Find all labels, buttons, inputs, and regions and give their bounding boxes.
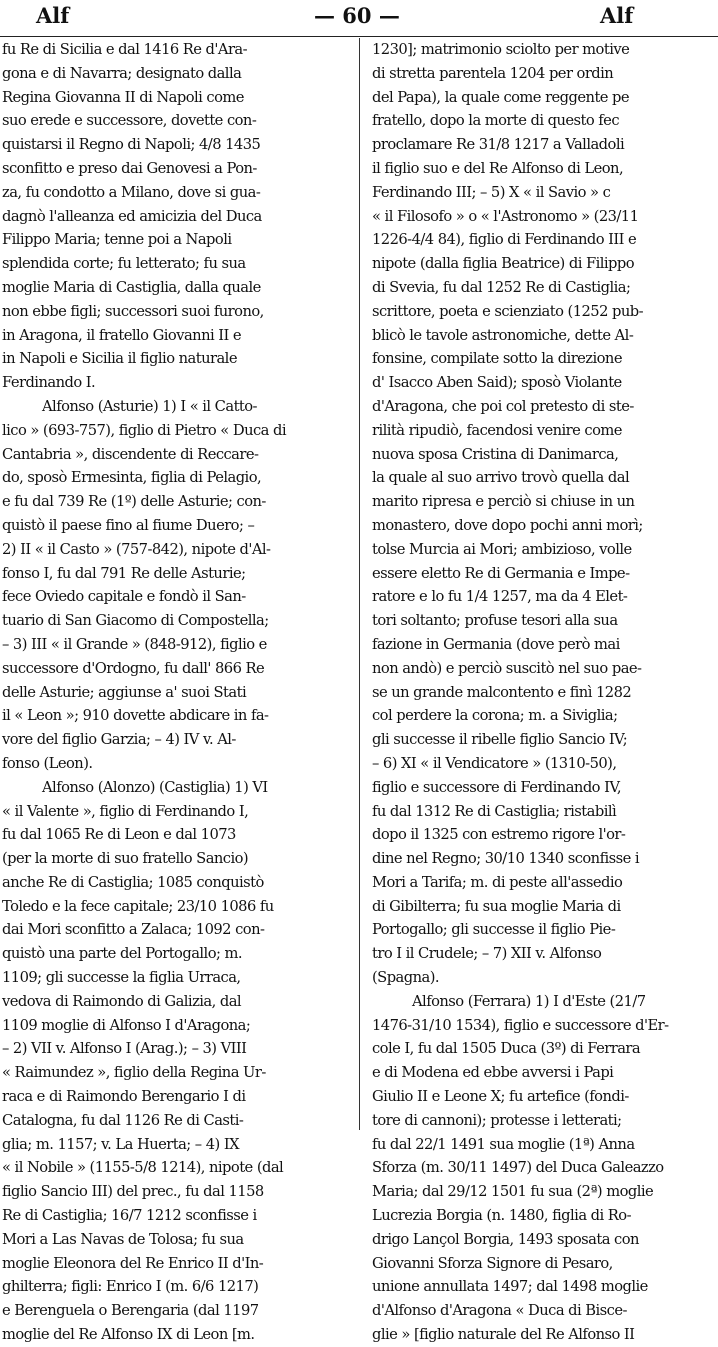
text-line: Lucrezia Borgia (n. 1480, figlia di Ro-: [372, 1207, 631, 1225]
header-left-word: Alf: [36, 3, 70, 28]
text-line: fece Oviedo capitale e fondò il San-: [2, 588, 246, 606]
text-line: raca e di Raimondo Berengario I di: [2, 1088, 246, 1106]
text-line: non ebbe figli; successori suoi furono,: [2, 302, 264, 320]
text-line: ratore e lo fu 1/4 1257, ma da 4 Elet-: [372, 588, 628, 606]
text-line: fazione in Germania (dove però mai: [372, 635, 620, 653]
text-line: dai Mori sconfitto a Zalaca; 1092 con-: [2, 921, 265, 939]
text-line: il figlio suo e del Re Alfonso di Leon,: [372, 159, 624, 177]
text-line: « il Filosofo » o « l'Astronomo » (23/11: [372, 207, 639, 225]
text-line: (per la morte di suo fratello Sancio): [2, 850, 249, 868]
text-line: Mori a Las Navas de Tolosa; fu sua: [2, 1230, 244, 1248]
text-line: 2) II « il Casto » (757-842), nipote d'Al-: [2, 540, 271, 558]
text-line: glia; m. 1157; v. La Huerta; – 4) IX: [2, 1135, 239, 1153]
text-line: il « Leon »; 910 dovette abdicare in fa-: [2, 707, 269, 725]
text-line: dagnò l'alleanza ed amicizia del Duca: [2, 207, 262, 225]
text-line: drigo Lançol Borgia, 1493 sposata con: [372, 1230, 639, 1248]
text-line: rilità ripudiò, facendosi venire come: [372, 421, 622, 439]
text-line: – 3) III « il Grande » (848-912), figlio e: [2, 635, 267, 653]
left-column: [2, 38, 348, 1347]
text-line: dopo il 1325 con estremo rigore l'or-: [372, 826, 626, 844]
text-line: Sforza (m. 30/11 1497) del Duca Galeazzo: [372, 1159, 664, 1177]
text-line: se un grande malcontento e finì 1282: [372, 683, 632, 701]
text-line: za, fu condotto a Milano, dove si gua-: [2, 183, 261, 201]
text-line: d'Alfonso d'Aragona « Duca di Bisce-: [372, 1302, 627, 1320]
text-line: tuario di San Giacomo di Compostella;: [2, 612, 269, 630]
text-line: monastero, dove dopo pochi anni morì;: [372, 516, 643, 534]
text-line: di stretta parentela 1204 per ordin: [372, 64, 614, 82]
page-header: [0, 0, 718, 37]
text-line: Ferdinando I.: [2, 374, 96, 392]
text-line: glie » [figlio naturale del Re Alfonso II: [372, 1326, 635, 1344]
text-line: figlio Sancio III) del prec., fu dal 1158: [2, 1183, 264, 1201]
text-line: lico » (693-757), figlio di Pietro « Duca di: [2, 421, 286, 439]
text-line: non andò) e perciò suscitò nel suo pae-: [372, 659, 642, 677]
text-line: fu Re di Sicilia e dal 1416 Re d'Ara-: [2, 41, 248, 58]
text-line: unione annullata 1497; dal 1498 moglie: [372, 1278, 648, 1296]
text-line: 1226-4/4 84), figlio di Ferdinando III e: [372, 231, 637, 249]
text-line: di Gibilterra; fu sua moglie Maria di: [372, 897, 621, 915]
text-line: ghilterra; figli: Enrico I (m. 6/6 1217): [2, 1278, 259, 1296]
text-line: Alfonso (Alonzo) (Castiglia) 1) VI: [42, 778, 268, 796]
text-line: – 2) VII v. Alfonso I (Arag.); – 3) VIII: [2, 1040, 247, 1058]
text-line: quistò una parte del Portogallo; m.: [2, 945, 243, 963]
page-number: — 60 —: [314, 3, 400, 28]
text-line: Portogallo; gli successe il figlio Pie-: [372, 921, 616, 939]
text-line: Filippo Maria; tenne poi a Napoli: [2, 231, 232, 249]
text-line: fonsine, compilate sotto la direzione: [372, 350, 622, 368]
text-line: 1109 moglie di Alfonso I d'Aragona;: [2, 1016, 251, 1034]
text-line: la quale al suo arrivo trovò quella dal: [372, 469, 630, 487]
text-line: gona e di Navarra; designato dalla: [2, 64, 242, 82]
text-line: (Spagna).: [372, 969, 440, 987]
text-line: splendida corte; fu letterato; fu sua: [2, 255, 246, 273]
text-line: Re di Castiglia; 16/7 1212 sconfisse i: [2, 1207, 257, 1225]
text-line: anche Re di Castiglia; 1085 conquistò: [2, 873, 264, 891]
text-line: Catalogna, fu dal 1126 Re di Casti-: [2, 1111, 244, 1129]
text-line: fu dal 1312 Re di Castiglia; ristabilì: [372, 802, 617, 820]
text-line: Ferdinando III; – 5) X « il Savio » c: [372, 183, 611, 201]
text-line: « il Nobile » (1155-5/8 1214), nipote (dal: [2, 1159, 284, 1177]
text-line: fonso (Leon).: [2, 754, 93, 772]
text-line: « il Valente », figlio di Ferdinando I,: [2, 802, 249, 820]
text-line: essere eletto Re di Germania e Impe-: [372, 564, 630, 582]
text-line: fu dal 22/1 1491 sua moglie (1ª) Anna: [372, 1135, 635, 1153]
text-line: tori soltanto; profuse tesori alla sua: [372, 612, 618, 630]
text-line: e di Modena ed ebbe avversi i Papi: [372, 1064, 614, 1082]
text-line: 1230]; matrimonio sciolto per motive: [372, 41, 630, 58]
text-line: marito ripresa e perciò si chiuse in un: [372, 493, 635, 511]
text-line: tolse Murcia ai Mori; ambizioso, volle: [372, 540, 632, 558]
text-line: in Aragona, il fratello Giovanni II e: [2, 326, 242, 344]
text-line: Giulio II e Leone X; fu artefice (fondi-: [372, 1088, 629, 1106]
text-line: do, sposò Ermesinta, figlia di Pelagio,: [2, 469, 262, 487]
text-line: gli successe il ribelle figlio Sancio IV;: [372, 731, 628, 749]
text-line: « Raimundez », figlio della Regina Ur-: [2, 1064, 266, 1082]
text-line: Cantabria », discendente di Reccare-: [2, 445, 259, 463]
text-line: proclamare Re 31/8 1217 a Valladoli: [372, 136, 625, 154]
text-line: moglie Eleonora del Re Enrico II d'In-: [2, 1254, 264, 1272]
text-line: vore del figlio Garzia; – 4) IV v. Al-: [2, 731, 236, 749]
text-line: in Napoli e Sicilia il figlio naturale: [2, 350, 237, 368]
right-column: [372, 38, 718, 1347]
text-line: – 6) XI « il Vendicatore » (1310-50),: [372, 754, 617, 772]
text-line: e fu dal 739 Re (1º) delle Asturie; con-: [2, 493, 266, 511]
text-line: di Svevia, fu dal 1252 Re di Castiglia;: [372, 278, 631, 296]
text-line: blicò le tavole astronomiche, dette Al-: [372, 326, 634, 344]
text-line: tore di cannoni); protesse i letterati;: [372, 1111, 622, 1129]
text-line: nuova sposa Cristina di Danimarca,: [372, 445, 619, 463]
text-line: figlio e successore di Ferdinando IV,: [372, 778, 621, 796]
text-line: col perdere la corona; m. a Siviglia;: [372, 707, 618, 725]
text-line: vedova di Raimondo di Galizia, dal: [2, 992, 242, 1010]
text-line: successore d'Ordogno, fu dall' 866 Re: [2, 659, 265, 677]
text-line: sconfitto e preso dai Genovesi a Pon-: [2, 159, 257, 177]
text-line: suo erede e successore, dovette con-: [2, 112, 257, 130]
text-line: quistò il paese fino al fiume Duero; –: [2, 516, 255, 534]
text-line: Alfonso (Asturie) 1) I « il Catto-: [42, 397, 257, 415]
text-line: moglie del Re Alfonso IX di Leon [m.: [2, 1326, 255, 1344]
text-line: quistarsi il Regno di Napoli; 4/8 1435: [2, 136, 261, 154]
text-line: Regina Giovanna II di Napoli come: [2, 88, 244, 106]
text-line: 1476-31/10 1534), figlio e successore d'Er-: [372, 1016, 669, 1034]
text-line: tro I il Crudele; – 7) XII v. Alfonso: [372, 945, 602, 963]
text-line: fratello, dopo la morte di questo fec: [372, 112, 619, 130]
text-line: Toledo e la fece capitale; 23/10 1086 fu: [2, 897, 274, 915]
text-line: e Berenguela o Berengaria (dal 1197: [2, 1302, 259, 1320]
text-line: fu dal 1065 Re di Leon e dal 1073: [2, 826, 236, 844]
text-line: fonso I, fu dal 791 Re delle Asturie;: [2, 564, 246, 582]
text-line: cole I, fu dal 1505 Duca (3º) di Ferrara: [372, 1040, 641, 1058]
text-line: delle Asturie; aggiunse a' suoi Stati: [2, 683, 247, 701]
text-line: del Papa), la quale come reggente pe: [372, 88, 630, 106]
column-divider: [359, 38, 360, 1130]
text-line: Maria; dal 29/12 1501 fu sua (2ª) moglie: [372, 1183, 654, 1201]
text-line: 1109; gli successe la figlia Urraca,: [2, 969, 241, 987]
header-right-word: Alf: [600, 3, 634, 28]
text-line: Alfonso (Ferrara) 1) I d'Este (21/7: [412, 992, 646, 1010]
text-line: nipote (dalla figlia Beatrice) di Filippo: [372, 255, 635, 273]
text-line: d' Isacco Aben Said); sposò Violante: [372, 374, 622, 392]
text-line: Giovanni Sforza Signore di Pesaro,: [372, 1254, 613, 1272]
text-line: scrittore, poeta e scienziato (1252 pub-: [372, 302, 644, 320]
text-line: dine nel Regno; 30/10 1340 sconfisse i: [372, 850, 639, 868]
text-line: d'Aragona, che poi col pretesto di ste-: [372, 397, 634, 415]
text-line: Mori a Tarifa; m. di peste all'assedio: [372, 873, 623, 891]
text-line: moglie Maria di Castiglia, dalla quale: [2, 278, 261, 296]
